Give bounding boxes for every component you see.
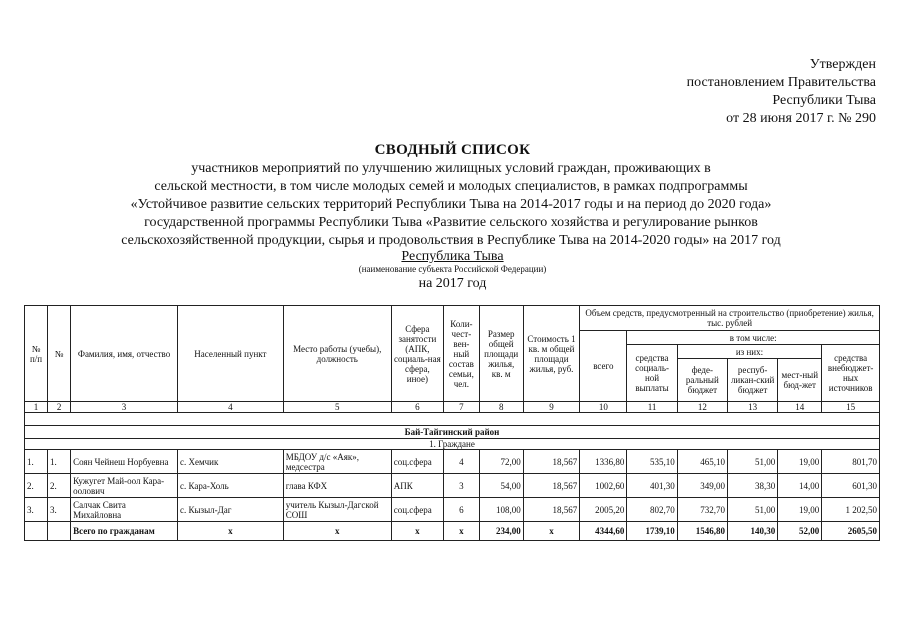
cell-social: 802,70 [627,498,677,522]
totals-family: х [444,522,480,541]
header-extrabudget: средства внебюджет-ных источников [822,345,880,402]
column-number: 8 [479,402,523,413]
year-line: на 2017 год [418,276,487,291]
cell-work: глава КФХ [283,474,391,498]
subtitle-line: «Устойчивое развитие сельских территорий Республики Тыва на 2014-2017 годы и на период до 2020 года» [130,197,772,212]
approval-line: Утвержден [809,57,876,72]
totals-label: Всего по гражданам [71,522,178,541]
header-settlement: Населенный пункт [177,306,283,402]
cell-republic: 51,00 [727,498,777,522]
approval-block [640,56,876,128]
table-row [25,498,880,522]
cell-empty [25,522,48,541]
cell-total: 2005,20 [580,498,627,522]
header-cost: Стоимость 1 кв. м общей площади жилья, руб. [523,306,580,402]
subtitle-line: сельской местности, в том числе молодых семей и молодых специалистов, в рамках подпрограммы [154,179,748,194]
header-family: Коли-чест-вен-ный состав семьи, чел. [444,306,480,402]
header-area: Размер общей площади жилья, кв. м [479,306,523,402]
cell-social: 401,30 [627,474,677,498]
cell-republic: 38,30 [727,474,777,498]
cell-local: 19,00 [778,450,822,474]
cell-sphere: соц.сфера [391,498,443,522]
spacer-row [25,413,880,426]
cell-fio: Соян Чейнеш Норбуевна [71,450,178,474]
column-number: 1 [25,402,48,413]
cell-n: 2. [48,474,71,498]
cell-np: 2. [25,474,48,498]
totals-sphere: х [391,522,443,541]
header-fio: Фамилия, имя, отчество [71,306,178,402]
cell-cost: 18,567 [523,498,580,522]
cell-federal: 465,10 [677,450,727,474]
header-n: № [48,306,71,402]
district-header: Бай-Тайгинский район [25,426,880,439]
header-total: всего [580,331,627,402]
column-number: 6 [391,402,443,413]
totals-social: 1739,10 [627,522,677,541]
table-row [25,450,880,474]
cell-family: 4 [444,450,480,474]
table-row [25,474,880,498]
header-np: № п/п [25,306,48,402]
cell-local: 19,00 [778,498,822,522]
cell-cost: 18,567 [523,450,580,474]
cell-np: 1. [25,450,48,474]
column-number: 11 [627,402,677,413]
approval-line: Республики Тыва [772,93,876,108]
totals-local: 52,00 [778,522,822,541]
column-number: 9 [523,402,580,413]
region-name: Республика Тыва [401,249,504,264]
cell-work: учитель Кызыл-Дагской СОШ [283,498,391,522]
cell-n: 1. [48,450,71,474]
cell-local: 14,00 [778,474,822,498]
region-note: (наименование субъекта Российской Федерации) [358,264,547,274]
cell-fio: Салчак Свита Михайловна [71,498,178,522]
header-sphere: Сфера занятости (АПК, социаль-ная сфера, иное) [391,306,443,402]
totals-area: 234,00 [479,522,523,541]
cell-total: 1002,60 [580,474,627,498]
totals-republic: 140,30 [727,522,777,541]
cell-social: 535,10 [627,450,677,474]
cell-extra: 1 202,50 [822,498,880,522]
column-number: 3 [71,402,178,413]
column-number: 5 [283,402,391,413]
cell-sphere: АПК [391,474,443,498]
cell-total: 1336,80 [580,450,627,474]
cell-extra: 601,30 [822,474,880,498]
cell-np: 3. [25,498,48,522]
subtitle-line: государственной программы Республики Тыва «Развитие сельского хозяйства и регулирование рынков [144,215,758,230]
cell-work: МБДОУ д/с «Аяк», медсестра [283,450,391,474]
cell-area: 54,00 [479,474,523,498]
cell-republic: 51,00 [727,450,777,474]
header-social-payments: средства социаль-ной выплаты [627,345,677,402]
header-work: Место работы (учебы), должность [283,306,391,402]
cell-area: 108,00 [479,498,523,522]
cell-extra: 801,70 [822,450,880,474]
column-number: 10 [580,402,627,413]
approval-date: от 28 июня 2017 г. № 290 [726,111,876,126]
totals-total: 4344,60 [580,522,627,541]
cell-empty [48,522,71,541]
document-title: СВОДНЫЙ СПИСОК [374,142,531,158]
totals-work: х [283,522,391,541]
cell-n: 3. [48,498,71,522]
totals-settlement: х [177,522,283,541]
cell-settlement: с. Кара-Холь [177,474,283,498]
cell-settlement: с. Кызыл-Даг [177,498,283,522]
subtitle-line: сельскохозяйственной продукции, сырья и продовольствия в Республике Тыва на 2014-2020 годы» на 2017 год [121,233,781,248]
subtitle-line: участников мероприятий по улучшению жилищных условий граждан, проживающих в [191,161,711,176]
column-number: 15 [822,402,880,413]
cell-family: 6 [444,498,480,522]
cell-federal: 349,00 [677,474,727,498]
column-number: 12 [677,402,727,413]
totals-extra: 2605,50 [822,522,880,541]
column-number: 14 [778,402,822,413]
cell-area: 72,00 [479,450,523,474]
header-local: мест-ный бюд-жет [778,359,822,402]
cell-sphere: соц.сфера [391,450,443,474]
approval-line: постановлением Правительства [686,75,876,90]
header-funding: Объем средств, предусмотренный на строительство (приобретение) жилья, тыс. рублей [580,306,880,331]
totals-cost: х [523,522,580,541]
cell-fio: Кужугет Май-оол Кара-оолович [71,474,178,498]
header-of-which: из них: [677,345,822,359]
totals-federal: 1546,80 [677,522,727,541]
region [0,249,905,265]
column-number: 4 [177,402,283,413]
cell-federal: 732,70 [677,498,727,522]
cell-settlement: с. Хемчик [177,450,283,474]
category-header: 1. Граждане [25,439,880,450]
header-federal: феде-ральный бюджет [677,359,727,402]
document-subtitle [96,160,806,250]
column-number: 7 [444,402,480,413]
totals-row [25,522,880,541]
participants-table [24,305,880,541]
cell-cost: 18,567 [523,474,580,498]
header-including: в том числе: [627,331,880,345]
header-republic: респуб-ликан-ский бюджет [727,359,777,402]
column-number: 13 [727,402,777,413]
column-number: 2 [48,402,71,413]
cell-family: 3 [444,474,480,498]
